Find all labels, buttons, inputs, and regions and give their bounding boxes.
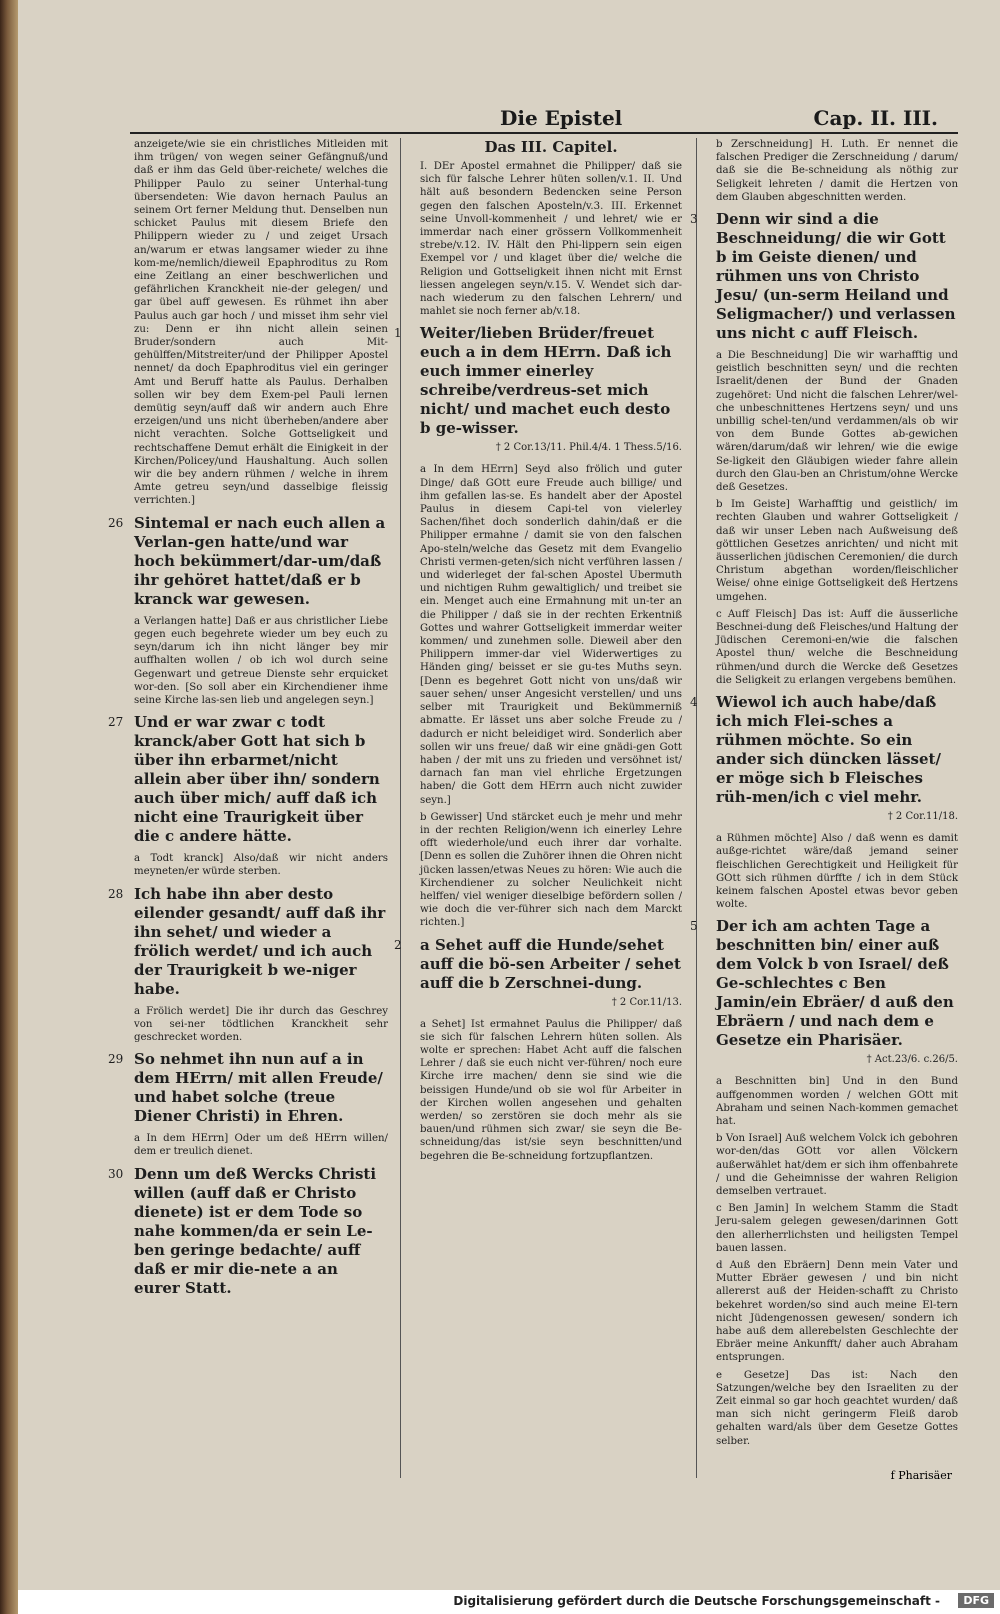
- commentary-note: c Ben Jamin] In welchem Stamm die Stadt Jeru-salem gelegen gewesen/darinnen Gott den allerherrlichsten und heiligsten Tempel bauen lassen.: [716, 1203, 958, 1254]
- cross-reference: † 2 Cor.11/13.: [611, 996, 682, 1008]
- commentary-note: c Auff Fleisch] Das ist: Auff die äusserliche Beschnei-dung deß Fleisches/und Haltung der Jüdischen Ceremoni-en/wie die falschen Apostel thun/ welche die Beschneidung rühmen/und durch die Wercke deß Gesetzes die Seligkeit zu erlangen vergebens bemühen.: [716, 608, 958, 686]
- verse-number: 26: [108, 515, 124, 530]
- commentary-note: a Die Beschneidung] Die wir warhafftig und geistlich beschnitten seyn/ und die rechten Israelit/denen der Bund der Gnaden zugehöret: Und nicht die falschen Lehrer/wel-che unbeschnittenes Hertzens seyn/ und uns unbillig schel-ten/und verdammen/als ob wir von dem Bunde Gottes ab-gewichen wären/darum/daß wir lehren/ wie die ewige Se-ligkeit den Gläubigen wieder fahre allein durch den Glau-ben an Christum/ohne Wercke deß Gesetzes.: [716, 350, 958, 494]
- verse-number: 5: [690, 919, 698, 934]
- verse: [108, 513, 388, 609]
- chapter-summary: I. DEr Apostel ermahnet die Philipper/ daß sie sich für falsche Lehrer hüten sollen/v.1. II. Und hält auß besondern Bedencken seine Person gegen den falschen Aposteln/v.3. III. Erkennet seine Unvoll-kommenheit / und lehret/ wie er immerdar nach einer grössern Vollkommenheit strebe/v.12. IV. Hält den Phi-lippern sein eigen Exempel vor / und klaget über die/ welche die Religion und Gottseligkeit ihnen nicht mit Ernst liessen angelegen seyn/v.15. V. Wendet sich dar-nach wiederum zu den falschen Lehrern/ und mahlet sie noch ferner ab/v.18.: [420, 161, 682, 318]
- verse: [394, 935, 682, 1012]
- verse-text: Und er war zwar c todt kranck/aber Gott hat sich b über ihn erbarmet/nicht allein aber über ihn/ sondern auch über mich/ auff daß ich nicht eine Traurigkeit über die c andere hätte.: [134, 713, 380, 846]
- column-left: [108, 138, 388, 1478]
- scanned-page: [18, 0, 1000, 1590]
- verse-number: 3: [690, 212, 698, 227]
- verse-text: Wiewol ich auch habe/daß ich mich Flei-sches a rühmen möchte. So ein ander sich düncken lässet/ er möge sich b Fleisches rüh-men/ich c viel mehr.: [716, 693, 941, 807]
- verse-number: 1: [394, 326, 402, 341]
- chapter-heading: Das III. Capitel.: [484, 138, 618, 156]
- dfg-logo: DFG: [958, 1593, 994, 1608]
- cross-reference: † 2 Cor.13/11. Phil.4/4. 1 Thess.5/16.: [495, 442, 682, 454]
- verse: [108, 884, 388, 999]
- commentary-note: e Gesetze] Das ist: Nach den Satzungen/welche bey den Israeliten zu der Zeit einmal so gar hoch geachtet wurden/ daß man sich nicht geringerm Fleiß darob gehalten ward/als über dem Gesetze Gottes selber.: [716, 1369, 958, 1447]
- commentary-note: a Frölich werdet] Die ihr durch das Geschrey von sei-ner tödtlichen Kranckheit sehr geschrecket worden.: [134, 1005, 388, 1043]
- verse: [690, 693, 958, 826]
- verse: [690, 917, 958, 1069]
- verse-number: 4: [690, 695, 698, 710]
- commentary-note: a Sehet] Ist ermahnet Paulus die Philipper/ daß sie sich für falschen Lehrern hüten sollen. Als wolte er sprechen: Habet Acht auff die falschen Lehrer / daß sie euch nicht ver-führen/ noch eure Kirche irre machen/ denn sie sind wie die beissigen Hunde/und ob sie wol für Arbeiter in der Kirchen wollen angesehen und gehalten werden/ so zerstören sie doch mehr als sie bauen/und rühmen sich zwar/ sie seyn die Be-schneidung/das ist/sie seyn beschnitten/und begehren die Be-schneidung fortzupflantzen.: [420, 1018, 682, 1162]
- column-divider-2: [696, 138, 697, 1478]
- commentary-note: a In dem HErrn] Oder um deß HErrn willen/ dem er treulich dienet.: [134, 1133, 388, 1158]
- verse: [108, 1164, 388, 1298]
- page-content: [108, 104, 958, 1484]
- verse: [108, 1050, 388, 1126]
- commentary-paragraph: anzeigete/wie sie ein christliches Mitleiden mit ihm trügen/ von wegen seiner Gefängnuß/und daß er ihm das Geld über-reichete/ welches die Philipper Paulo zu seiner Unterhal-tung übersendeten: Wie davon hernach Paulus an seinem Ort ferner Meldung thut. Denselben nun schicket Paulus mit diesem Briefe den Philippern wieder zu / und zeiget Ursach an/warum er etwas langsamer wieder zu ihne kom-me/nemlich/dieweil Epaphroditus zu Rom eine Zeitlang an einer beschwerlichen und gefährlichen Kranckheit nie-der gelegen/ und gar übel auff gewesen. Es rühmet ihn aber Paulus auch gar hoch / und misset ihm sehr viel zu: Denn er ihn nicht allein seinen Bruder/sondern auch Mit-gehülffen/Mitstreiter/und der Philipper Apostel nennet/ da doch Epaphroditus viel ein geringer Amt und Beruff hatte als Paulus. Derhalben sollen wir bey dem Exem-pel Pauli lernen demütig seyn/auff daß wir andern auch Ehre erzeigen/und uns nicht überheben/andere aber nicht verachten. Solche Gottseligkeit und rechtschaffene Demut erhält die Einigkeit in der Kirchen/Policey/und Haushaltung. Auch sollen wir die bey andern rühmen / welche in ihrem Amte getreu seyn/und dasselbige fleissig verrichten.]: [134, 139, 388, 507]
- verse: [108, 713, 388, 846]
- header-rule: [130, 132, 958, 134]
- commentary-note: a Verlangen hatte] Daß er aus christlicher Liebe gegen euch begehrete wieder um bey euch zu seyn/darum ich ihn nicht länger bey mir auffhalten wollen / ob ich wol durch seine Gegenwart und getreue Dienste sehr erquicket wor-den. [So soll aber ein Kirchendiener ihme seine Kirche las-sen lieb und angelegen seyn.]: [134, 615, 388, 706]
- verse-number: 2: [394, 937, 402, 952]
- verse-number: 28: [108, 886, 124, 901]
- digitization-footer: [18, 1590, 1000, 1614]
- commentary-note: b Gewisser] Und stärcket euch je mehr und mehr in der rechten Religion/wenn ich einerley Lehre offt wiederhole/und euch ihrer dar vorhalte. [Denn es sollen die Zuhörer ihnen die Ohren nicht jücken lassen/etwas Neues zu hören: Wie auch die Kirchendiener zu solcher Neulichkeit nicht helffen/ viel weniger dieselbige befördern sollen / wie doch die ver-führer sich nach dem Marckt richten.]: [420, 811, 682, 929]
- commentary-note: d Auß den Ebräern] Denn mein Vater und Mutter Ebräer gewesen / und bin nicht allererst auß der Heiden-schafft zu Christo bekehret worden/so sind auch meine El-tern nicht Jüdengenossen gewesen/ sondern ich habe auß dem allerebelsten Geschlechte der Ebräer meine Ankunfft/ daher auch Abraham entsprungen.: [716, 1259, 958, 1364]
- header-chapter: Cap. II. III.: [813, 106, 938, 130]
- cross-reference: † Act.23/6. c.26/5.: [866, 1054, 958, 1066]
- verse-number: 29: [108, 1052, 124, 1067]
- verse-text: Denn um deß Wercks Christi willen (auff daß er Christo dienete) ist er dem Tode so nahe kommen/da er sein Le-ben geringe bedachte/ auff daß er mir die-nete a an eurer Statt.: [134, 1164, 377, 1297]
- commentary-note: a Beschnitten bin] Und in den Bund auffgenommen worden / welchen GOtt mit Abraham und seinen Nach-kommen gemachet hat.: [716, 1076, 958, 1127]
- commentary-note: a Rühmen möchte] Also / daß wenn es damit außge-richtet wäre/daß jemand seiner fleischlichen Gerechtigkeit und Heiligkeit für GOtt sich rühmen dürffte / ich in dem Stück keinem falschen Apostel etwas bevor geben wolte.: [716, 833, 958, 911]
- verse-text: So nehmet ihn nun auf a in dem HErrn/ mit allen Freude/ und habet solche (treue Diener Christi) in Ehren.: [134, 1050, 383, 1126]
- verse-text: Ich habe ihn aber desto eilender gesandt/ auff daß ihr ihn sehet/ und wieder a frölich werdet/ und ich auch der Traurigkeit b we-niger habe.: [134, 884, 386, 998]
- column-right: [690, 138, 958, 1478]
- header-title: Die Epistel: [500, 106, 623, 130]
- cross-reference: † 2 Cor.11/18.: [887, 811, 958, 823]
- verse-text: a Sehet auff die Hunde/sehet auff die bö-sen Arbeiter / sehet auff die b Zerschnei-dung.: [420, 935, 681, 992]
- funding-notice: Digitalisierung gefördert durch die Deutsche Forschungsgemeinschaft -: [453, 1594, 940, 1608]
- commentary-note: b Zerschneidung] H. Luth. Er nennet die falschen Prediger die Zerschneidung / darum/ daß sie die Be-schneidung als nöthig zur Seligkeit lehreten / damit die Hertzen von dem Glauben abgeschnitten werden.: [716, 139, 958, 203]
- commentary-note: a Todt kranck] Also/daß wir nicht anders meyneten/er würde sterben.: [134, 853, 388, 878]
- commentary-note: b Von Israel] Auß welchem Volck ich gebohren wor-den/das GOtt vor allen Völckern außerwählet hat/dem er sich ihm offenbahrete / und die Geheimnisse der wahren Religion demselben vertrauet.: [716, 1133, 958, 1197]
- commentary-note: a In dem HErrn] Seyd also frölich und guter Dinge/ daß GOtt eure Freude auch billige/ und ihm gefallen las-se. Es handelt aber der Apostel Paulus in diesem Capi-tel von vielerley Sachen/fihet doch sonderlich dahin/daß er die Philipper ermahne / damit sie von den falschen Apo-steln/welche das Gesetz mit dem Evangelio Christi vermen-geten/sich nicht verführen lassen / und widerleget der fal-schen Apostel Ubermuth und nichtigen Ruhm gewaltiglich/ und treibet sie ein. Menget auch eine Ermahnung mit un-ter an die Philipper / daß sie in der rechten Erkentniß Gottes und wahrer Gottseligkeit immerdar weiter kommen/ und zunehmen solle. Dieweil aber den Philippern immer-dar viel Widerwertiges zu Händen ging/ beisset er sie gu-tes Muths seyn. [Denn es begehret Gott nicht von uns/daß wir sauer sehen/ unser Angesicht verstellen/ und uns selber mit Traurigkeit und Bekümmerniß abmatte. Er lässet uns aber solche Freude zu / dadurch er nicht beleidiget wird. Sonderlich aber sollen wir uns freue/ daß wir eine gnädi-gen Gott haben / der mit uns zu frieden und versöhnet ist/ darnach fan man viel ehrliche Ergetzungen haben/ die Gott dem HErrn auch nicht zuwider seyn.]: [420, 464, 682, 806]
- verse: [690, 210, 958, 343]
- commentary-note: b Im Geiste] Warhafftig und geistlich/ im rechten Glauben und wahrer Gottseligkeit / daß wir unser Leben nach Außweisung deß göttlichen Gesetzes anrichten/ und nicht mit äusserlichen jüdischen Ceremonien/ die durch Christum abgethan worden/fleischlicher Weise/ ohne einige Gottseligkeit deß Hertzens umgehen.: [716, 499, 958, 603]
- verse: [394, 324, 682, 457]
- verse-number: 27: [108, 715, 124, 730]
- verse-text: Denn wir sind a die Beschneidung/ die wir Gott b im Geiste dienen/ und rühmen uns von Christo Jesu/ (un-serm Heiland und Seligmacher/) und verlassen uns nicht c auff Fleisch.: [716, 210, 956, 343]
- verse-text: Weiter/lieben Brüder/freuet euch a in dem HErrn. Daß ich euch immer einerley schreibe/verdreus-set mich nicht/ und machet euch desto b ge-wisser.: [420, 324, 672, 438]
- book-binding-edge: [0, 0, 18, 1614]
- column-middle: [394, 138, 682, 1478]
- verse-text: Der ich am achten Tage a beschnitten bin/ einer auß dem Volck b von Israel/ deß Ge-schlechtes c Ben Jamin/ein Ebräer/ d auß den Ebräern / und nach dem e Gesetze ein Pharisäer.: [716, 917, 954, 1050]
- verse-text: Sintemal er nach euch allen a Verlan-gen hatte/und war hoch bekümmert/dar-um/daß ihr gehöret hattet/daß er b kranck war gewesen.: [134, 513, 386, 608]
- running-header: [130, 104, 958, 134]
- verse-number: 30: [108, 1166, 124, 1181]
- catchword: f Pharisäer: [890, 1469, 952, 1482]
